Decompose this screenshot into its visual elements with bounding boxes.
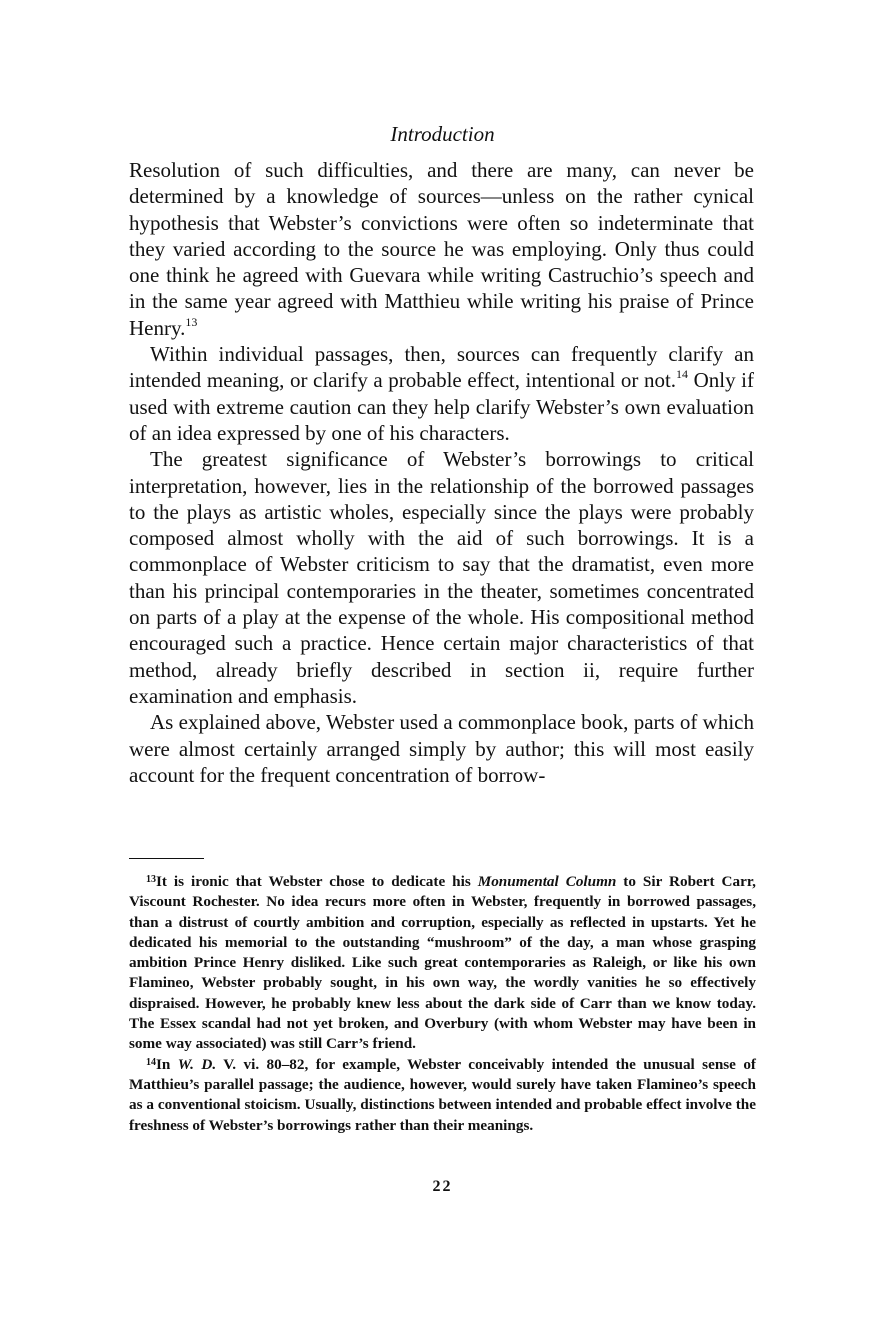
paragraph-4 (129, 709, 754, 788)
paragraph-1 (129, 157, 754, 341)
footnote-title: Monumental Column (477, 873, 617, 890)
paragraph-text: The greatest significance of Webster’s borrowings to critical interpretation, however, lies in the relationship of the borrowed passages to the plays as artistic wholes, especially since the plays were probably composed almost wholly with the aid of such borrowings. It is a commonplace of Webster criticism to say that the dramatist, even more than his principal contemporaries in the theater, sometimes concentrated on parts of a play at the expense of the whole. His compositional method encouraged such a practice. Hence certain major characteristics of that method, already briefly described in section ii, require further examination and emphasis. (129, 447, 754, 708)
footnote-title: W. D. (177, 1055, 217, 1073)
paragraph-text: Resolution of such difficulties, and there are many, can never be determined by a knowledge of sources—unless on the rather cynical hypothesis that Webster’s convictions were often so indeterminate that they varied according to the source he was employing. Only thus could one think he agreed with Guevara while writing Castruchio’s speech and in the same year agreed with Matthieu while writing his praise of Prince Henry. (129, 158, 754, 340)
paragraph-text: As explained above, Webster used a commonplace book, parts of which were almost certainly arranged simply by author; this will most easily account for the frequent concentration of borrow- (129, 710, 754, 787)
paragraph-tail: Only if used with extreme caution can they help clarify Webster’s own evaluation of an idea expressed by one of his characters. (129, 368, 754, 445)
footnote-13 (129, 872, 756, 1055)
page-number: 22 (432, 1178, 453, 1195)
paragraph-text: Within individual passages, then, sources can frequently clarify an intended meaning, or clarify a probable effect, intentional or not. (129, 342, 754, 393)
footnote-mark: 13 (146, 874, 156, 885)
body-text (129, 157, 754, 788)
footnote-text: to Sir Robert Carr, Viscount Rochester. No idea recurs more often in Webster, frequently in borrowed passages, than a distrust of courtly ambition and corruption, especially as reflected in upstarts. Yet he dedicated his memorial to the outstanding “mushroom” of the day, a man whose grasping ambition Prince Henry disliked. Like such great contemporaries as Raleigh, or like his own Flamineo, Webster probably sought, in his own way, the wordly vanities he so effectively dispraised. However, he probably knew less about the dark side of Carr than we know today. The Essex scandal had not yet broken, and Overbury (with whom Webster may have been in some way associated) was still Carr’s friend. (129, 873, 756, 1053)
running-head: Introduction (390, 122, 495, 146)
footnote-14 (129, 1055, 756, 1136)
footnote-text: It is ironic that Webster chose to dedicate his (156, 873, 478, 890)
footnote-rule (129, 858, 204, 859)
paragraph-3 (129, 446, 754, 709)
footnote-text: V. vi. 80–82, for example, Webster conceivably intended the unusual sense of Matthieu’s parallel passage; the audience, however, would surely have taken Flamineo’s speech as a conventional stoicism. Usually, distinctions between intended and probable effect involve the freshness of Webster’s borrowings rather than their meanings. (129, 1055, 756, 1134)
note-reference: 14 (676, 367, 689, 382)
footnotes (129, 872, 756, 1136)
footnote-text: In (156, 1055, 178, 1073)
note-reference: 13 (185, 314, 198, 329)
footnote-mark: 14 (146, 1056, 156, 1068)
paragraph-2 (129, 341, 754, 446)
